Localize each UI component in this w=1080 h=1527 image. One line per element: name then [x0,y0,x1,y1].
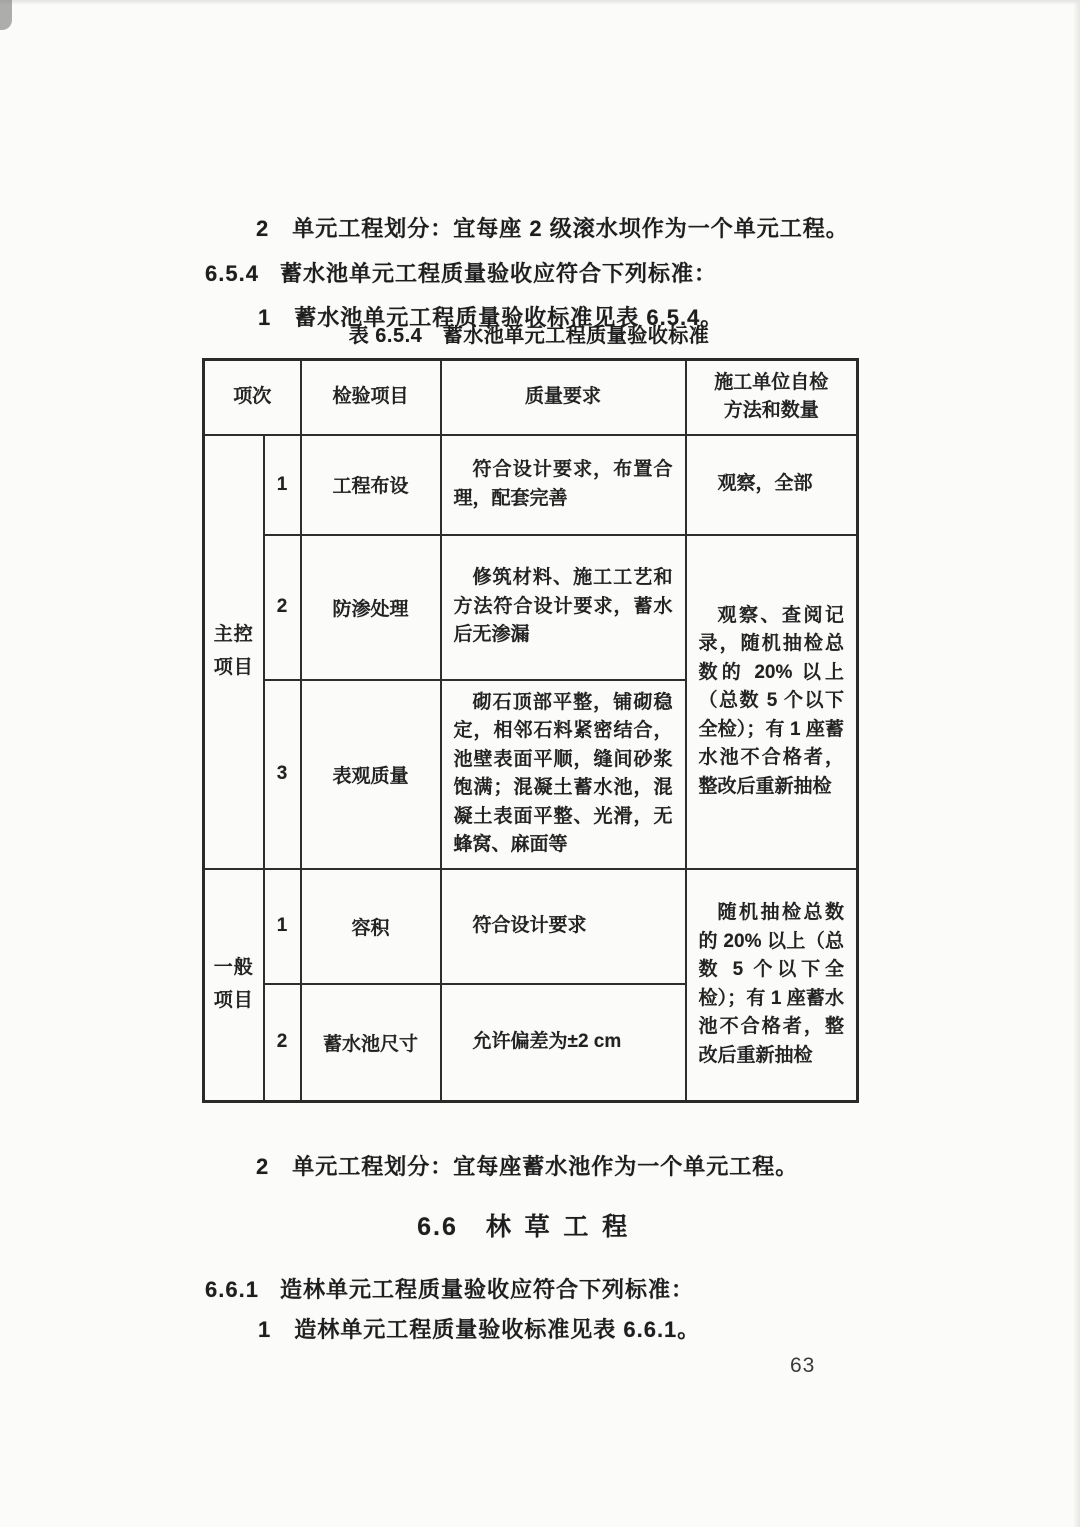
cell-self-check-merged: 随机抽检总数的 20% 以上（总数 5 个以下全检）；有 1 座蓄水池不合格者，整改后重新抽检 [686,869,858,1102]
cell-quality-req: 砌石顶部平整，铺砌稳定，相邻石料紧密结合，池壁表面平顺，缝间砂浆饱满；混凝土蓄水池，混凝土表面平整、光滑，无蜂窝、麻面等 [441,680,686,869]
cell-group-main-control: 主控项目 [204,435,264,869]
header-self-check-line1: 施工单位自检 [714,371,829,393]
acceptance-standard-table [202,358,859,1103]
section-number: 6.6 [417,1212,458,1241]
clause-text: 蓄水池单元工程质量验收应符合下列标准： [279,261,717,286]
table-caption: 表 6.5.4 蓄水池单元工程质量验收标准 [348,325,710,347]
table-header-row [204,360,858,435]
list-item-number: 1 [258,305,272,330]
cell-row-no: 1 [264,869,301,984]
header-inspect-item: 检验项目 [301,360,441,435]
cell-inspect-item: 防渗处理 [301,535,441,680]
cell-inspect-item: 蓄水池尺寸 [301,984,441,1102]
scan-corner-artifact [0,0,12,30]
table-row [204,435,858,535]
scan-edge-right [1073,0,1080,1527]
list-item-standard-ref-661 [258,1313,700,1344]
cell-row-no: 2 [264,984,301,1102]
section-heading-6-6 [202,1207,856,1243]
clause-text: 造林单元工程质量验收应符合下列标准： [279,1277,694,1302]
cell-quality-req: 符合设计要求，布置合理，配套完善 [441,435,686,535]
header-item-no: 项次 [204,360,301,435]
table-row [204,869,858,984]
cell-quality-req: 修筑材料、施工工艺和方法符合设计要求，蓄水后无渗漏 [441,535,686,680]
page-number: 63 [790,1354,816,1377]
list-item-text: 蓄水池单元工程质量验收标准见表 6.5.4。 [294,305,724,330]
list-item-number: 1 [258,1317,272,1342]
table-row [204,535,858,680]
header-self-check [686,360,858,435]
cell-self-check-merged: 观察、查阅记录，随机抽检总数的 20% 以上（总数 5 个以下全检）；有 1 座蓄水池不合格者，整改后重新抽检 [686,535,858,869]
cell-inspect-item: 工程布设 [301,435,441,535]
header-quality-req: 质量要求 [441,360,686,435]
clause-number: 6.5.4 [205,261,259,286]
clause-6-6-1 [205,1273,694,1304]
cell-row-no: 2 [264,535,301,680]
clause-6-5-4 [205,257,717,288]
cell-group-general: 一般项目 [204,869,264,1102]
section-title: 林草工程 [485,1212,641,1241]
cell-self-check: 观察，全部 [686,435,858,535]
list-item-text: 单元工程划分：宜每座 2 级滚水坝作为一个单元工程。 [292,216,849,241]
cell-inspect-item: 表观质量 [301,680,441,869]
list-item-number: 2 [256,216,270,241]
list-item-unit-division-top [256,212,849,243]
list-item-text: 造林单元工程质量验收标准见表 6.6.1。 [294,1317,701,1342]
cell-inspect-item: 容积 [301,869,441,984]
list-item-text: 单元工程划分：宜每座蓄水池作为一个单元工程。 [292,1154,799,1179]
cell-row-no: 3 [264,680,301,869]
list-item-number: 2 [256,1154,270,1179]
list-item-unit-division-bottom [256,1150,798,1181]
cell-row-no: 1 [264,435,301,535]
header-self-check-line2: 方法和数量 [723,400,819,422]
scan-edge-top [0,0,1080,5]
cell-quality-req: 允许偏差为±2 cm [441,984,686,1102]
cell-quality-req: 符合设计要求 [441,869,686,984]
clause-number: 6.6.1 [205,1277,259,1302]
